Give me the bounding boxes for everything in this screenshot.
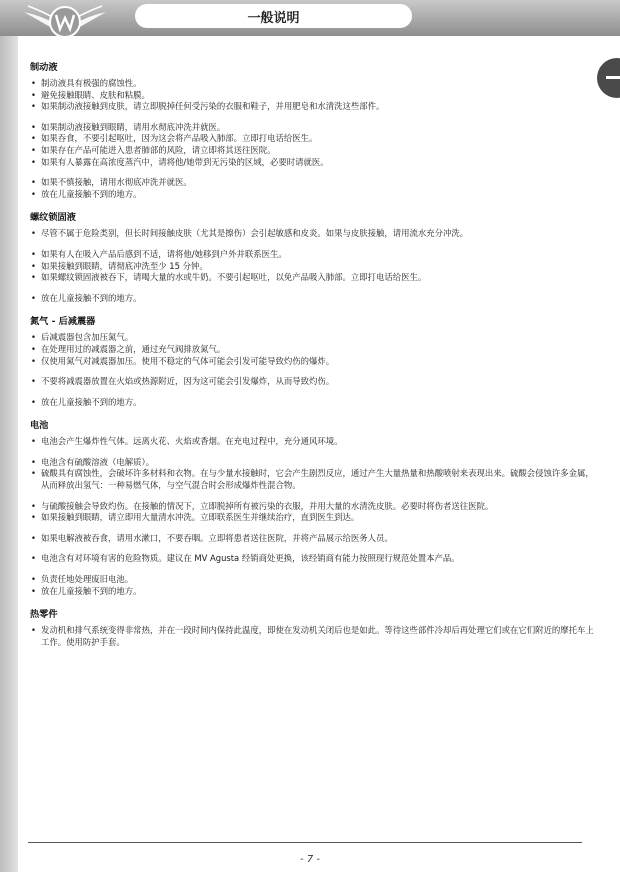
bullet-item: • 电池含有对环境有害的危险物质。建议在 MV Agusta 经销商处更换，该经销商有能力按照现行规范处置本产品。 — [30, 553, 600, 565]
bullet-item: • 放在儿童接触不到的地方。 — [30, 586, 600, 598]
document-body — [30, 62, 600, 660]
bullet-item: • 如果接触到眼睛，请彻底冲洗至少 15 分钟。 — [30, 261, 600, 273]
bullet-item: • 如果接触到眼睛，请立即用大量清水冲洗。立即联系医生并继续治疗，直到医生到达。 — [30, 512, 600, 524]
left-margin-band — [0, 0, 18, 872]
page-number: - 7 - — [300, 854, 320, 865]
bullet-group — [30, 78, 600, 113]
bullet-item: • 如果有人在吸入产品后感到不适，请将他/她移到户外并联系医生。 — [30, 249, 600, 261]
section — [30, 62, 600, 200]
footer-divider — [28, 842, 582, 843]
bullet-group — [30, 457, 600, 492]
bullet-group — [30, 625, 600, 648]
bullet-item: • 如果吞食，不要引起呕吐，因为这会将产品吸入肺部。立即打电话给医生。 — [30, 133, 600, 145]
mv-agusta-logo-icon — [22, 2, 108, 42]
bullet-item: • 如果存在产品可能进入患者肺部的风险，请立即将其送往医院。 — [30, 145, 600, 157]
bullet-item: • 如果有人暴露在高浓度蒸汽中，请将他/她带到无污染的区域，必要时请就医。 — [30, 157, 600, 169]
side-tab-dash-icon — [606, 76, 620, 79]
bullet-item: • 如果电解液被吞食，请用水漱口，不要吞咽。立即将患者送往医院，并将产品展示给医务人员。 — [30, 533, 600, 545]
section — [30, 316, 600, 408]
bullet-item: • 如果制动液接触到眼睛，请用水彻底冲洗并就医。 — [30, 122, 600, 134]
bullet-group — [30, 376, 600, 388]
section-heading: 螺纹锁固液 — [30, 212, 76, 224]
bullet-item: • 后减震器包含加压氮气。 — [30, 332, 600, 344]
bullet-item: • 仅使用氮气对减震器加压。使用不稳定的气体可能会引发可能导致灼伤的爆炸。 — [30, 356, 600, 368]
bullet-item: • 电池会产生爆炸性气体。远离火花、火焰或香烟。在充电过程中，充分通风环境。 — [30, 436, 600, 448]
bullet-group — [30, 228, 600, 240]
bullet-item: • 放在儿童接触不到的地方。 — [30, 397, 600, 409]
section — [30, 212, 600, 304]
bullet-item: • 如果不慎接触，请用水彻底冲洗并就医。 — [30, 177, 600, 189]
bullet-group — [30, 501, 600, 524]
bullet-item: • 与硫酸接触会导致灼伤。在接触的情况下，立即脱掉所有被污染的衣服，并用大量的水清洗皮肤。必要时将伤者送往医院。 — [30, 501, 600, 513]
section — [30, 420, 600, 597]
bullet-group — [30, 122, 600, 168]
bullet-group — [30, 332, 600, 367]
bullet-item: • 发动机和排气系统变得非常热，并在一段时间内保持此温度，即使在发动机关闭后也是如此。等待这些部件冷却后再处理它们或在它们附近的摩托车上工作。使用防护手套。 — [30, 625, 600, 648]
bullet-group — [30, 574, 600, 597]
bullet-item: • 放在儿童接触不到的地方。 — [30, 189, 600, 201]
bullet-group — [30, 177, 600, 200]
bullet-group — [30, 533, 600, 545]
bullet-item: • 负责任地处理废旧电池。 — [30, 574, 600, 586]
bullet-item: • 制动液具有极强的腐蚀性。 — [30, 78, 600, 90]
bullet-item: • 如果螺纹锁固液被吞下，请喝大量的水或牛奶。不要引起呕吐，以免产品吸入肺部。立即打电话给医生。 — [30, 272, 600, 284]
bullet-group — [30, 397, 600, 409]
section-heading: 氮气 - 后减震器 — [30, 316, 96, 328]
bullet-item: • 电池含有硫酸溶液（电解质）。 — [30, 457, 600, 469]
section-heading: 热零件 — [30, 609, 58, 621]
bullet-item: • 不要将减震器放置在火焰或热源附近，因为这可能会引发爆炸，从而导致灼伤。 — [30, 376, 600, 388]
page-title: 一般说明 — [135, 4, 412, 28]
bullet-group — [30, 249, 600, 284]
bullet-group — [30, 553, 600, 565]
section — [30, 609, 600, 648]
bullet-item: • 避免接触眼睛、皮肤和粘膜。 — [30, 90, 600, 102]
section-heading: 电池 — [30, 420, 49, 432]
bullet-item: • 在处理用过的减震器之前，通过充气阀排放氮气。 — [30, 344, 600, 356]
bullet-item: • 尽管不属于危险类别，但长时间接触皮肤（尤其是擦伤）会引起敏感和皮炎。如果与皮肤接触，请用流水充分冲洗。 — [30, 228, 600, 240]
section-heading: 制动液 — [30, 62, 58, 73]
bullet-group — [30, 436, 600, 448]
bullet-item: • 放在儿童接触不到的地方。 — [30, 293, 600, 305]
bullet-item: • 硫酸具有腐蚀性，会破坏许多材料和衣物。在与少量水接触时，它会产生剧烈反应，通过产生大量热量和热酸喷射来表现出来。硫酸会侵蚀许多金属，从而释放出氢气：一种易燃气体，与空气混合时会形成爆炸性混合物。 — [30, 468, 600, 491]
bullet-item: • 如果制动液接触到皮肤，请立即脱掉任何受污染的衣服和鞋子，并用肥皂和水清洗这些部件。 — [30, 101, 600, 113]
bullet-group — [30, 293, 600, 305]
